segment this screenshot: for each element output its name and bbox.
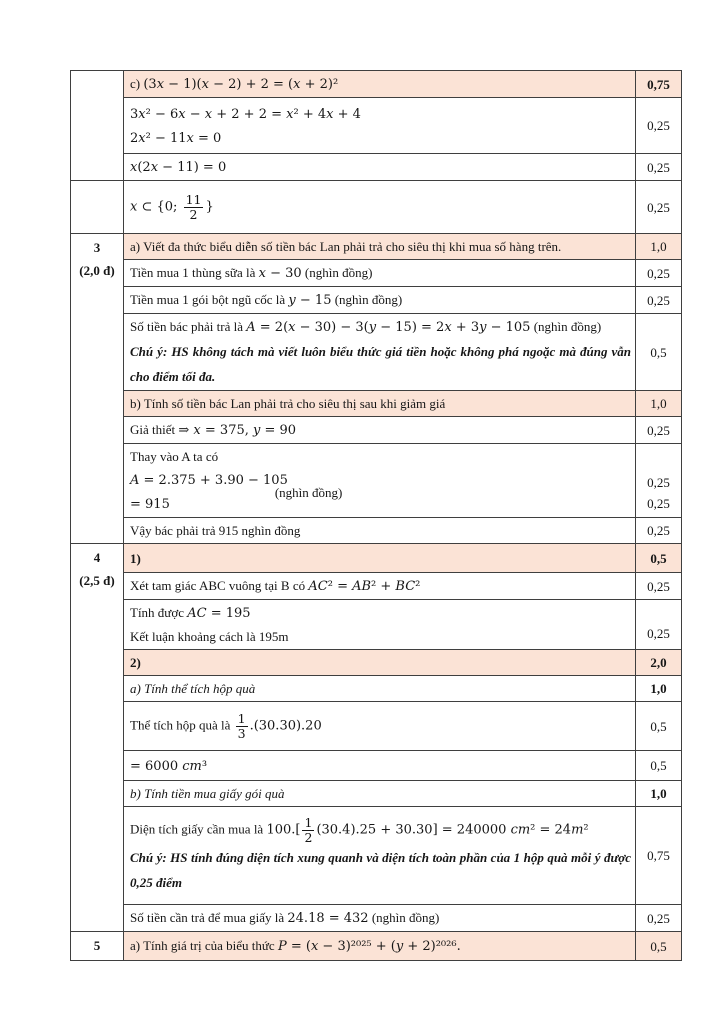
question-label: (2,5 đ) [79, 573, 115, 588]
math-expression: x(2x − 11) = 0 [130, 160, 227, 175]
question-cell [71, 932, 124, 961]
text-segment: Giả thiết [130, 422, 179, 437]
score-cell [636, 905, 682, 932]
fraction-numerator: 11 [185, 191, 202, 207]
text-segment: (nghìn đồng) [301, 265, 373, 280]
score-value: 0,5 [650, 758, 667, 773]
table-row [71, 751, 682, 781]
table-row [71, 98, 682, 154]
content-line [130, 906, 631, 930]
question-label: 3 [93, 240, 101, 255]
score-value: 1,0 [650, 681, 667, 696]
score-value: 0,25 [647, 118, 670, 133]
answer-cell [124, 932, 636, 961]
text-segment: a) Tính giá trị của biểu thức [130, 938, 278, 953]
table-row [71, 234, 682, 260]
score-value: 0,5 [650, 938, 667, 954]
table-row [71, 905, 682, 932]
answer-cell [124, 444, 636, 518]
content-line [130, 339, 631, 389]
table-row [71, 781, 682, 807]
table-row [71, 417, 682, 444]
math-expression: 100.[ [266, 822, 301, 838]
score-value: 0,25 [647, 626, 670, 641]
score-cell [636, 702, 682, 751]
answer-cell [124, 181, 636, 234]
answer-cell [124, 234, 636, 260]
score-cell [636, 544, 682, 573]
score-value: 0,25 [647, 265, 670, 281]
content-line [130, 468, 631, 492]
content-line [130, 315, 631, 339]
content-line [130, 574, 631, 598]
answer-cell [124, 391, 636, 417]
math-expression: ⇒ x = 375, y = 90 [178, 423, 297, 438]
table-row [71, 260, 682, 287]
table-row [71, 807, 682, 905]
answer-cell [124, 71, 636, 98]
answer-cell [124, 287, 636, 314]
score-value: 0,25 [647, 199, 670, 215]
text-segment: Kết luận khoảng cách là 195m [130, 629, 289, 644]
content-line [130, 625, 631, 648]
score-value: 0,75 [647, 848, 670, 863]
content-line [130, 816, 631, 845]
score-cell [636, 573, 682, 600]
answer-cell [124, 781, 636, 807]
score-cell [636, 650, 682, 676]
content-line [130, 72, 631, 96]
table-row [71, 391, 682, 417]
score-cell [636, 234, 682, 260]
score-cell [636, 71, 682, 98]
table-row [71, 573, 682, 600]
table-row [71, 676, 682, 702]
fraction-numerator: 1 [237, 710, 246, 726]
fraction [184, 193, 204, 222]
answer-cell [124, 314, 636, 391]
answer-cell [124, 154, 636, 181]
fraction [302, 816, 314, 845]
question-cell [71, 234, 124, 544]
score-cell [636, 181, 682, 234]
content-line [130, 519, 631, 542]
score-value: 1,0 [650, 396, 667, 411]
question-label: (2,0 đ) [79, 263, 115, 278]
table-row [71, 518, 682, 544]
score-value: 0,25 [647, 523, 670, 538]
math-expression: P = (x − 3)²⁰²⁵ + (y + 2)²⁰²⁶. [277, 939, 461, 954]
content-line [130, 547, 631, 570]
table-row [71, 181, 682, 234]
fraction-numerator: 1 [304, 815, 313, 830]
text-segment: c) [130, 76, 144, 91]
score-value: 0,25 [647, 292, 670, 308]
score-cell [636, 444, 682, 518]
score-value: 0,5 [650, 550, 667, 566]
answer-cell [124, 807, 636, 905]
content-line [130, 392, 631, 415]
math-expression: } [205, 198, 214, 214]
table-row [71, 71, 682, 98]
answer-cell [124, 650, 636, 676]
content-line [130, 102, 631, 126]
math-expression: A = 2.375 + 3.90 − 105 [130, 473, 288, 488]
question-label: 5 [93, 938, 101, 953]
text-segment: 1) [130, 550, 141, 566]
content-line [130, 712, 631, 741]
score-cell [636, 314, 682, 391]
content-line [130, 235, 631, 258]
score-cell [636, 98, 682, 154]
score-value: 0,5 [650, 718, 667, 734]
table-row [71, 650, 682, 676]
table-row [71, 702, 682, 751]
math-expression: AC = 195 [187, 606, 251, 621]
score-cell [636, 391, 682, 417]
text-segment: Xét tam giác ABC vuông tại B có [130, 578, 309, 593]
content-line [130, 288, 631, 312]
score-cell [636, 154, 682, 181]
content-line [130, 193, 631, 222]
answer-cell [124, 573, 636, 600]
content-line [130, 485, 631, 516]
table-row [71, 544, 682, 573]
table-row [71, 600, 682, 650]
math-expression: (30.4).25 + 30.30] = 240000 cm² = 24m² [316, 822, 589, 838]
score-value: 0,25 [647, 910, 670, 926]
score-value: 0,25 [647, 159, 670, 175]
question-label: 4 [93, 550, 101, 565]
content-line [130, 261, 631, 285]
question-cell [71, 71, 124, 181]
score-value: 0,75 [647, 76, 670, 92]
score-cell [636, 751, 682, 781]
content-line [130, 782, 631, 805]
text-segment: Tiền mua 1 thùng sữa là [130, 265, 259, 280]
fraction-denominator: 2 [184, 207, 204, 222]
fraction [236, 712, 248, 741]
text-segment: Số tiền bác phải trả là [130, 319, 247, 334]
math-expression: = 6000 cm³ [130, 758, 208, 774]
math-expression: 3x² − 6x − x + 2 + 2 = x² + 4x + 4 [130, 106, 361, 122]
unit-note: (nghìn đồng) [274, 485, 343, 500]
score-value: 0,25 [647, 578, 670, 594]
answer-cell [124, 98, 636, 154]
text-segment: b) Tính số tiền bác Lan phải trả cho siêu thị sau khi giảm giá [130, 396, 446, 411]
table-row [71, 287, 682, 314]
content-line [130, 445, 631, 468]
math-expression: = 915 [130, 497, 170, 512]
content-line [130, 845, 631, 895]
text-segment: Tiền mua 1 gói bột ngũ cốc là [130, 292, 289, 307]
table-row [71, 314, 682, 391]
text-segment: Chú ý: HS không tách mà viết luôn biểu thức giá tiền hoặc không phá ngoặc mà đúng vẫn cho điểm tối đa. [130, 344, 631, 384]
content-line [130, 754, 631, 778]
text-segment: Chú ý: HS tính đúng diện tích xung quanh và diện tích toàn phần của 1 hộp quà mỗi ý được 0,25 điểm [130, 850, 631, 890]
math-expression: x − 30 [258, 266, 302, 281]
score-value: 1,0 [650, 239, 667, 254]
question-cell [71, 181, 124, 234]
score-value: 0,5 [650, 344, 667, 360]
score-cell [636, 676, 682, 702]
score-value: 1,0 [650, 786, 667, 801]
score-cell [636, 932, 682, 961]
score-value: 0,25 [647, 475, 670, 490]
content-line [130, 126, 631, 150]
math-expression: AC² = AB² + BC² [308, 579, 421, 594]
text-segment: b) Tính tiền mua giấy gói quà [130, 786, 285, 801]
score-cell [636, 260, 682, 287]
answer-cell [124, 702, 636, 751]
math-expression: 24.18 = 432 [287, 911, 369, 926]
answer-cell [124, 260, 636, 287]
fraction-denominator: 3 [237, 725, 246, 741]
answer-cell [124, 544, 636, 573]
text-segment: (nghìn đồng) [331, 292, 403, 307]
text-segment: Vậy bác phải trả 915 nghìn đồng [130, 523, 301, 538]
text-segment: (nghìn đồng) [530, 319, 602, 334]
score-cell [636, 781, 682, 807]
answer-cell [124, 676, 636, 702]
table-row [71, 932, 682, 961]
text-segment: Diện tích giấy cần mua là [130, 821, 267, 837]
text-segment: a) Viết đa thức biểu diễn số tiền bác Lan phải trả cho siêu thị khi mua số hàng trên. [130, 239, 562, 254]
math-expression: .(30.30).20 [249, 717, 322, 733]
score-cell [636, 417, 682, 444]
math-expression: 2x² − 11x = 0 [130, 130, 222, 146]
table-row [71, 444, 682, 518]
content-line [130, 677, 631, 700]
text-segment: Số tiền cần trả để mua giấy là [130, 910, 288, 925]
score-cell [636, 287, 682, 314]
answer-cell [124, 600, 636, 650]
content-line [130, 934, 631, 958]
text-segment: 2) [130, 655, 141, 670]
table-row [71, 154, 682, 181]
answer-cell [124, 417, 636, 444]
answer-cell [124, 751, 636, 781]
text-segment: Thay vào A ta có [130, 449, 219, 464]
answer-cell [124, 905, 636, 932]
score-value: 2,0 [650, 655, 667, 670]
math-expression: y − 15 [288, 293, 332, 308]
fraction-denominator: 2 [304, 830, 313, 845]
text-segment: Thể tích hộp quà là [130, 716, 234, 732]
score-cell [636, 600, 682, 650]
answer-key-table [70, 70, 682, 961]
question-cell [71, 544, 124, 932]
rubric-rows [71, 71, 682, 961]
math-expression: (3x − 1)(x − 2) + 2 = (x + 2)² [143, 77, 339, 92]
text-segment: a) Tính thể tích hộp quà [130, 681, 256, 696]
text-segment: Tính được [130, 605, 188, 620]
text-segment: (nghìn đồng) [368, 910, 440, 925]
answer-cell [124, 518, 636, 544]
content-line [130, 601, 631, 625]
content-line [130, 155, 631, 179]
content-line [130, 651, 631, 674]
score-value: 0,25 [647, 496, 670, 511]
math-expression: A = 2(x − 30) − 3(y − 15) = 2x + 3y − 105 [246, 320, 531, 335]
content-line [130, 418, 631, 442]
score-cell [636, 518, 682, 544]
math-expression: x ⊂ {0; [130, 198, 182, 214]
score-cell [636, 807, 682, 905]
score-value: 0,25 [647, 422, 670, 438]
